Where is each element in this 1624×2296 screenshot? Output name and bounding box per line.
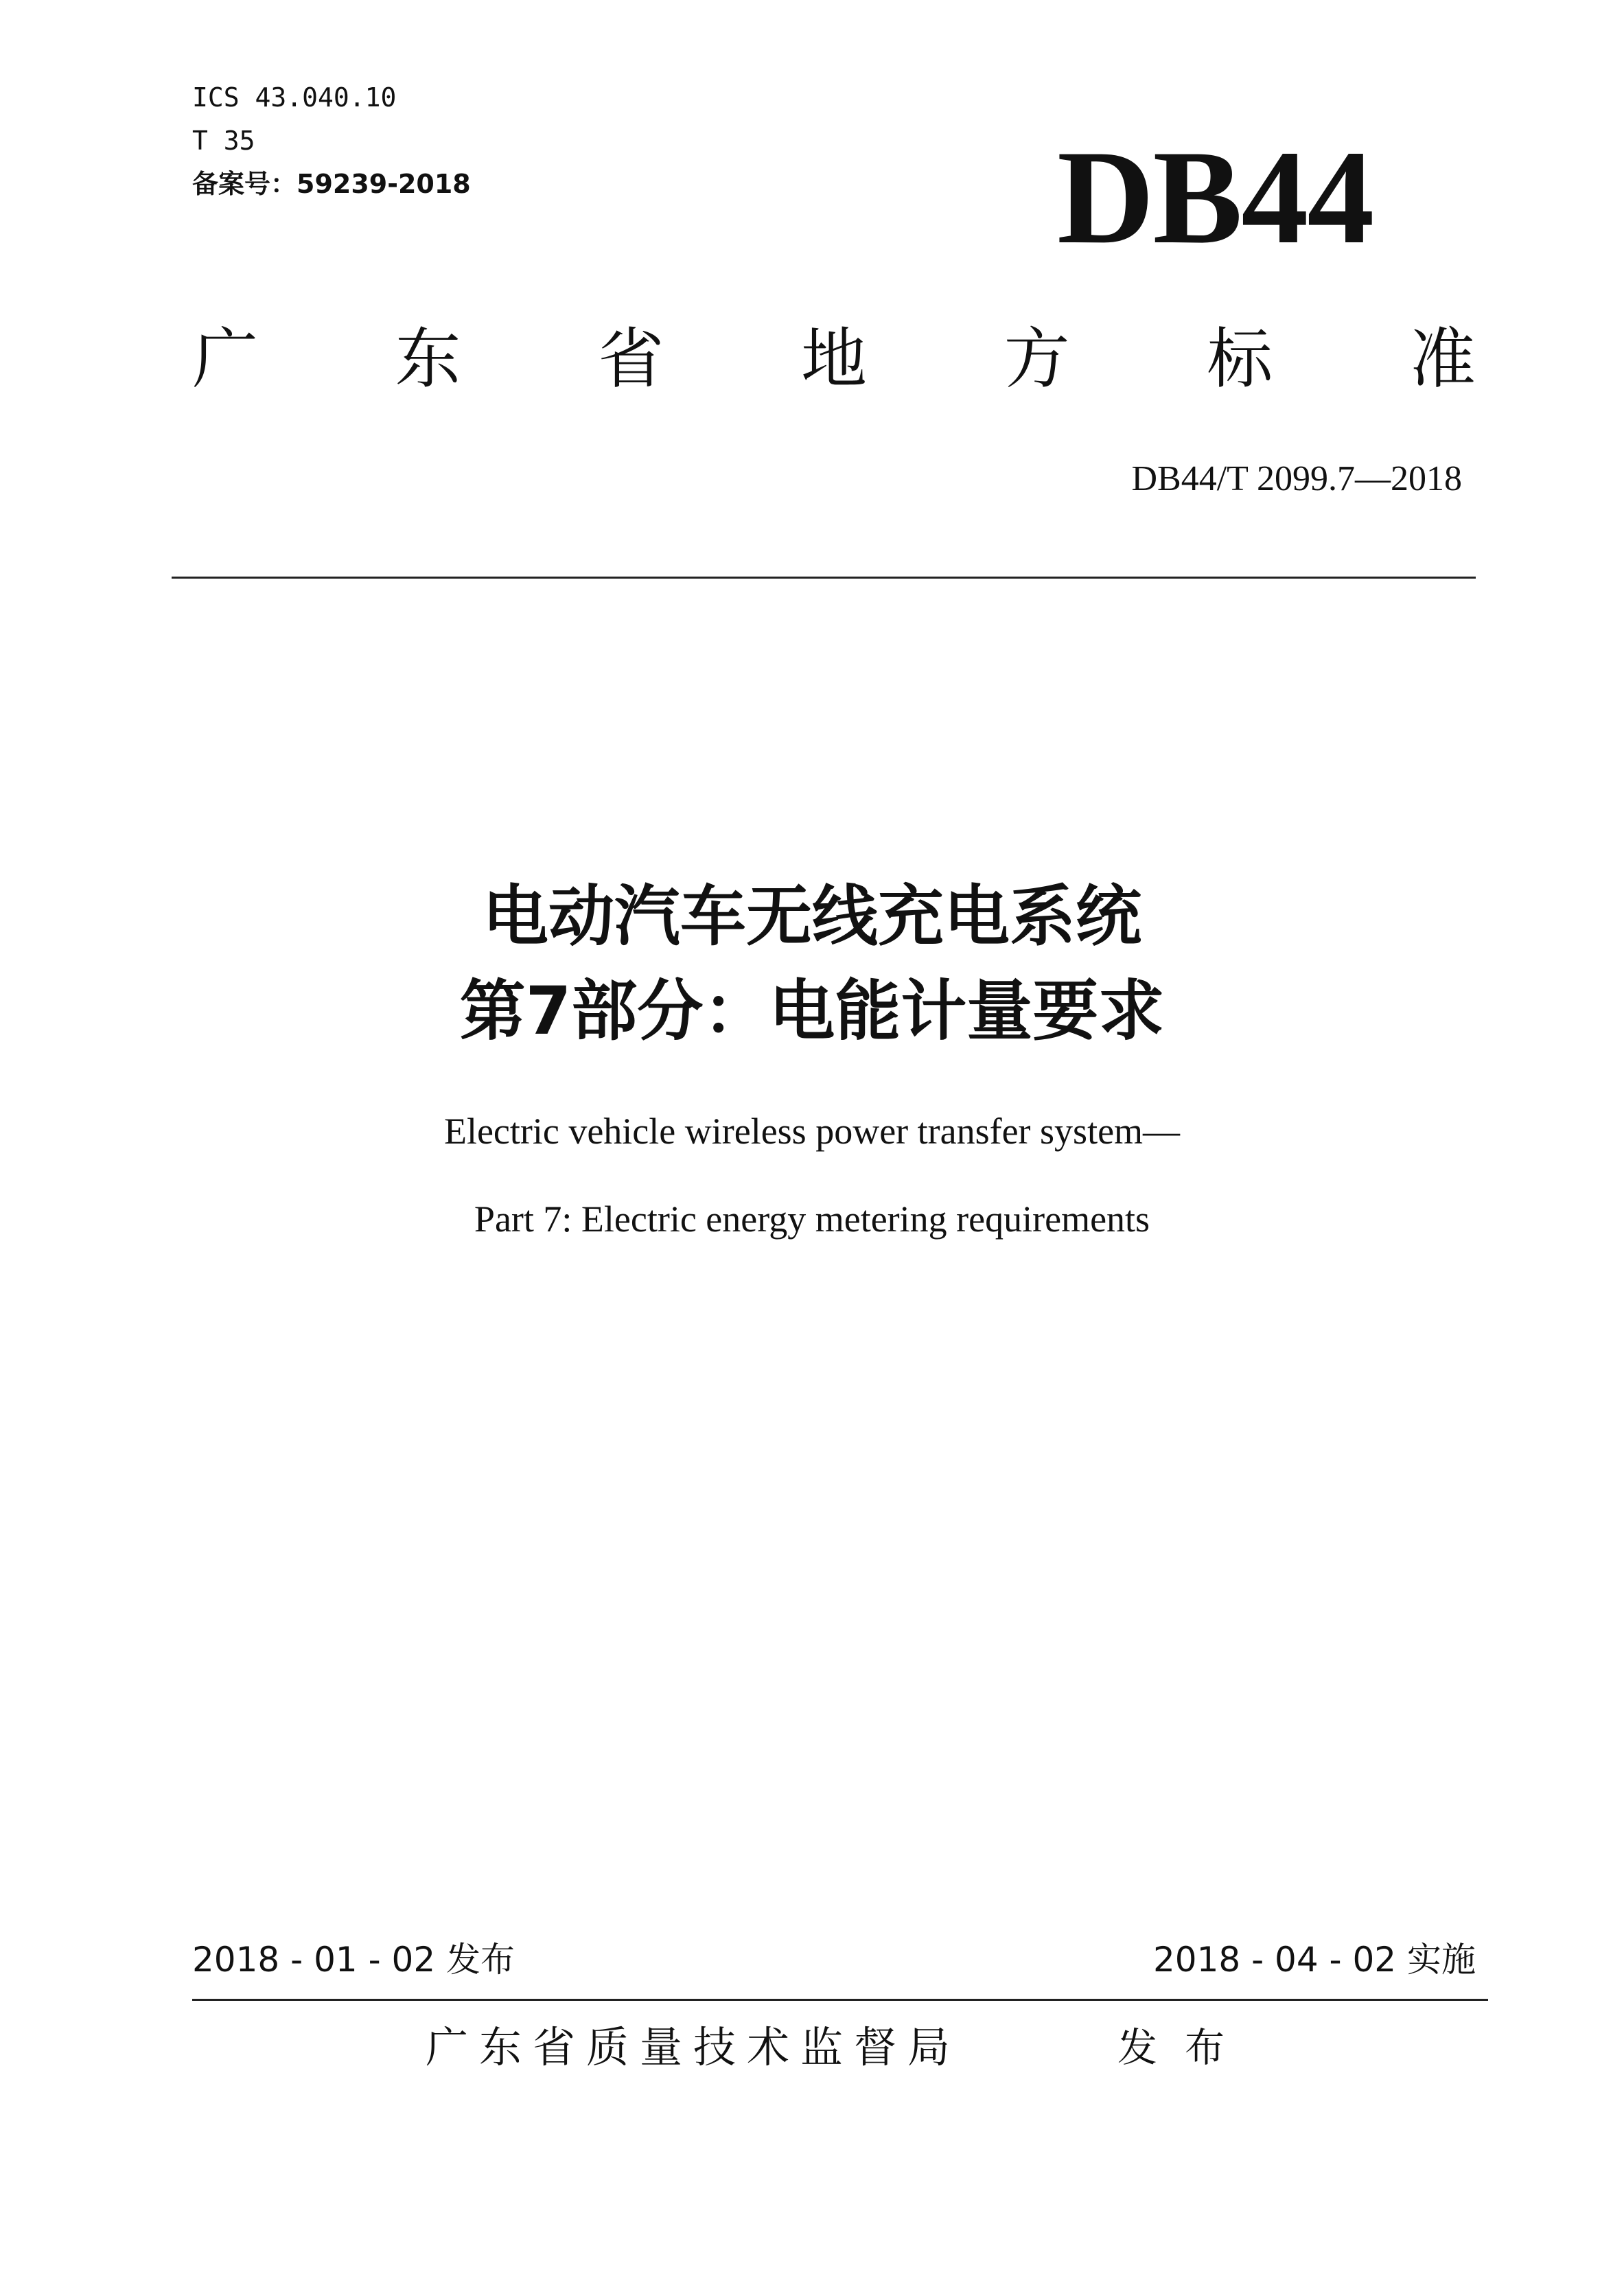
standard-type-char: 准 xyxy=(1409,321,1476,397)
issuing-authority: 广东省质量技术监督局 xyxy=(426,2022,962,2072)
implementation-date: 2018 - 04 - 02 实施 xyxy=(1152,1940,1476,1980)
standard-number: DB44/T 2099.7—2018 xyxy=(1131,459,1462,498)
record-number: 备案号：59239-2018 xyxy=(192,169,471,199)
issue-date: 2018 - 01 - 02 发布 xyxy=(192,1940,515,1980)
issue-label: 发布 xyxy=(1117,2024,1253,2071)
standard-type-heading xyxy=(192,321,1476,397)
standard-type-char: 地 xyxy=(800,321,867,397)
title-zh-line-2: 第7部分：电能计量要求 xyxy=(459,973,1165,1050)
title-en-line-1: Electric vehicle wireless power transfer system— xyxy=(443,1111,1181,1152)
title-en-line-2: Part 7: Electric energy metering requirements xyxy=(474,1198,1150,1240)
bottom-divider xyxy=(192,1999,1488,2001)
title-zh-line-1: 电动汽车无线充电系统 xyxy=(483,878,1141,955)
standard-type-char: 广 xyxy=(192,321,258,397)
standard-type-char: 标 xyxy=(1207,321,1273,397)
ics-code: ICS 43.040.10 xyxy=(192,82,397,113)
db44-mark: DB44 xyxy=(1057,123,1373,272)
ccs-code: T 35 xyxy=(192,126,255,156)
standard-type-char: 省 xyxy=(598,321,664,397)
standard-type-char: 方 xyxy=(1004,321,1070,397)
top-divider xyxy=(172,577,1476,579)
standard-type-char: 东 xyxy=(395,321,461,397)
